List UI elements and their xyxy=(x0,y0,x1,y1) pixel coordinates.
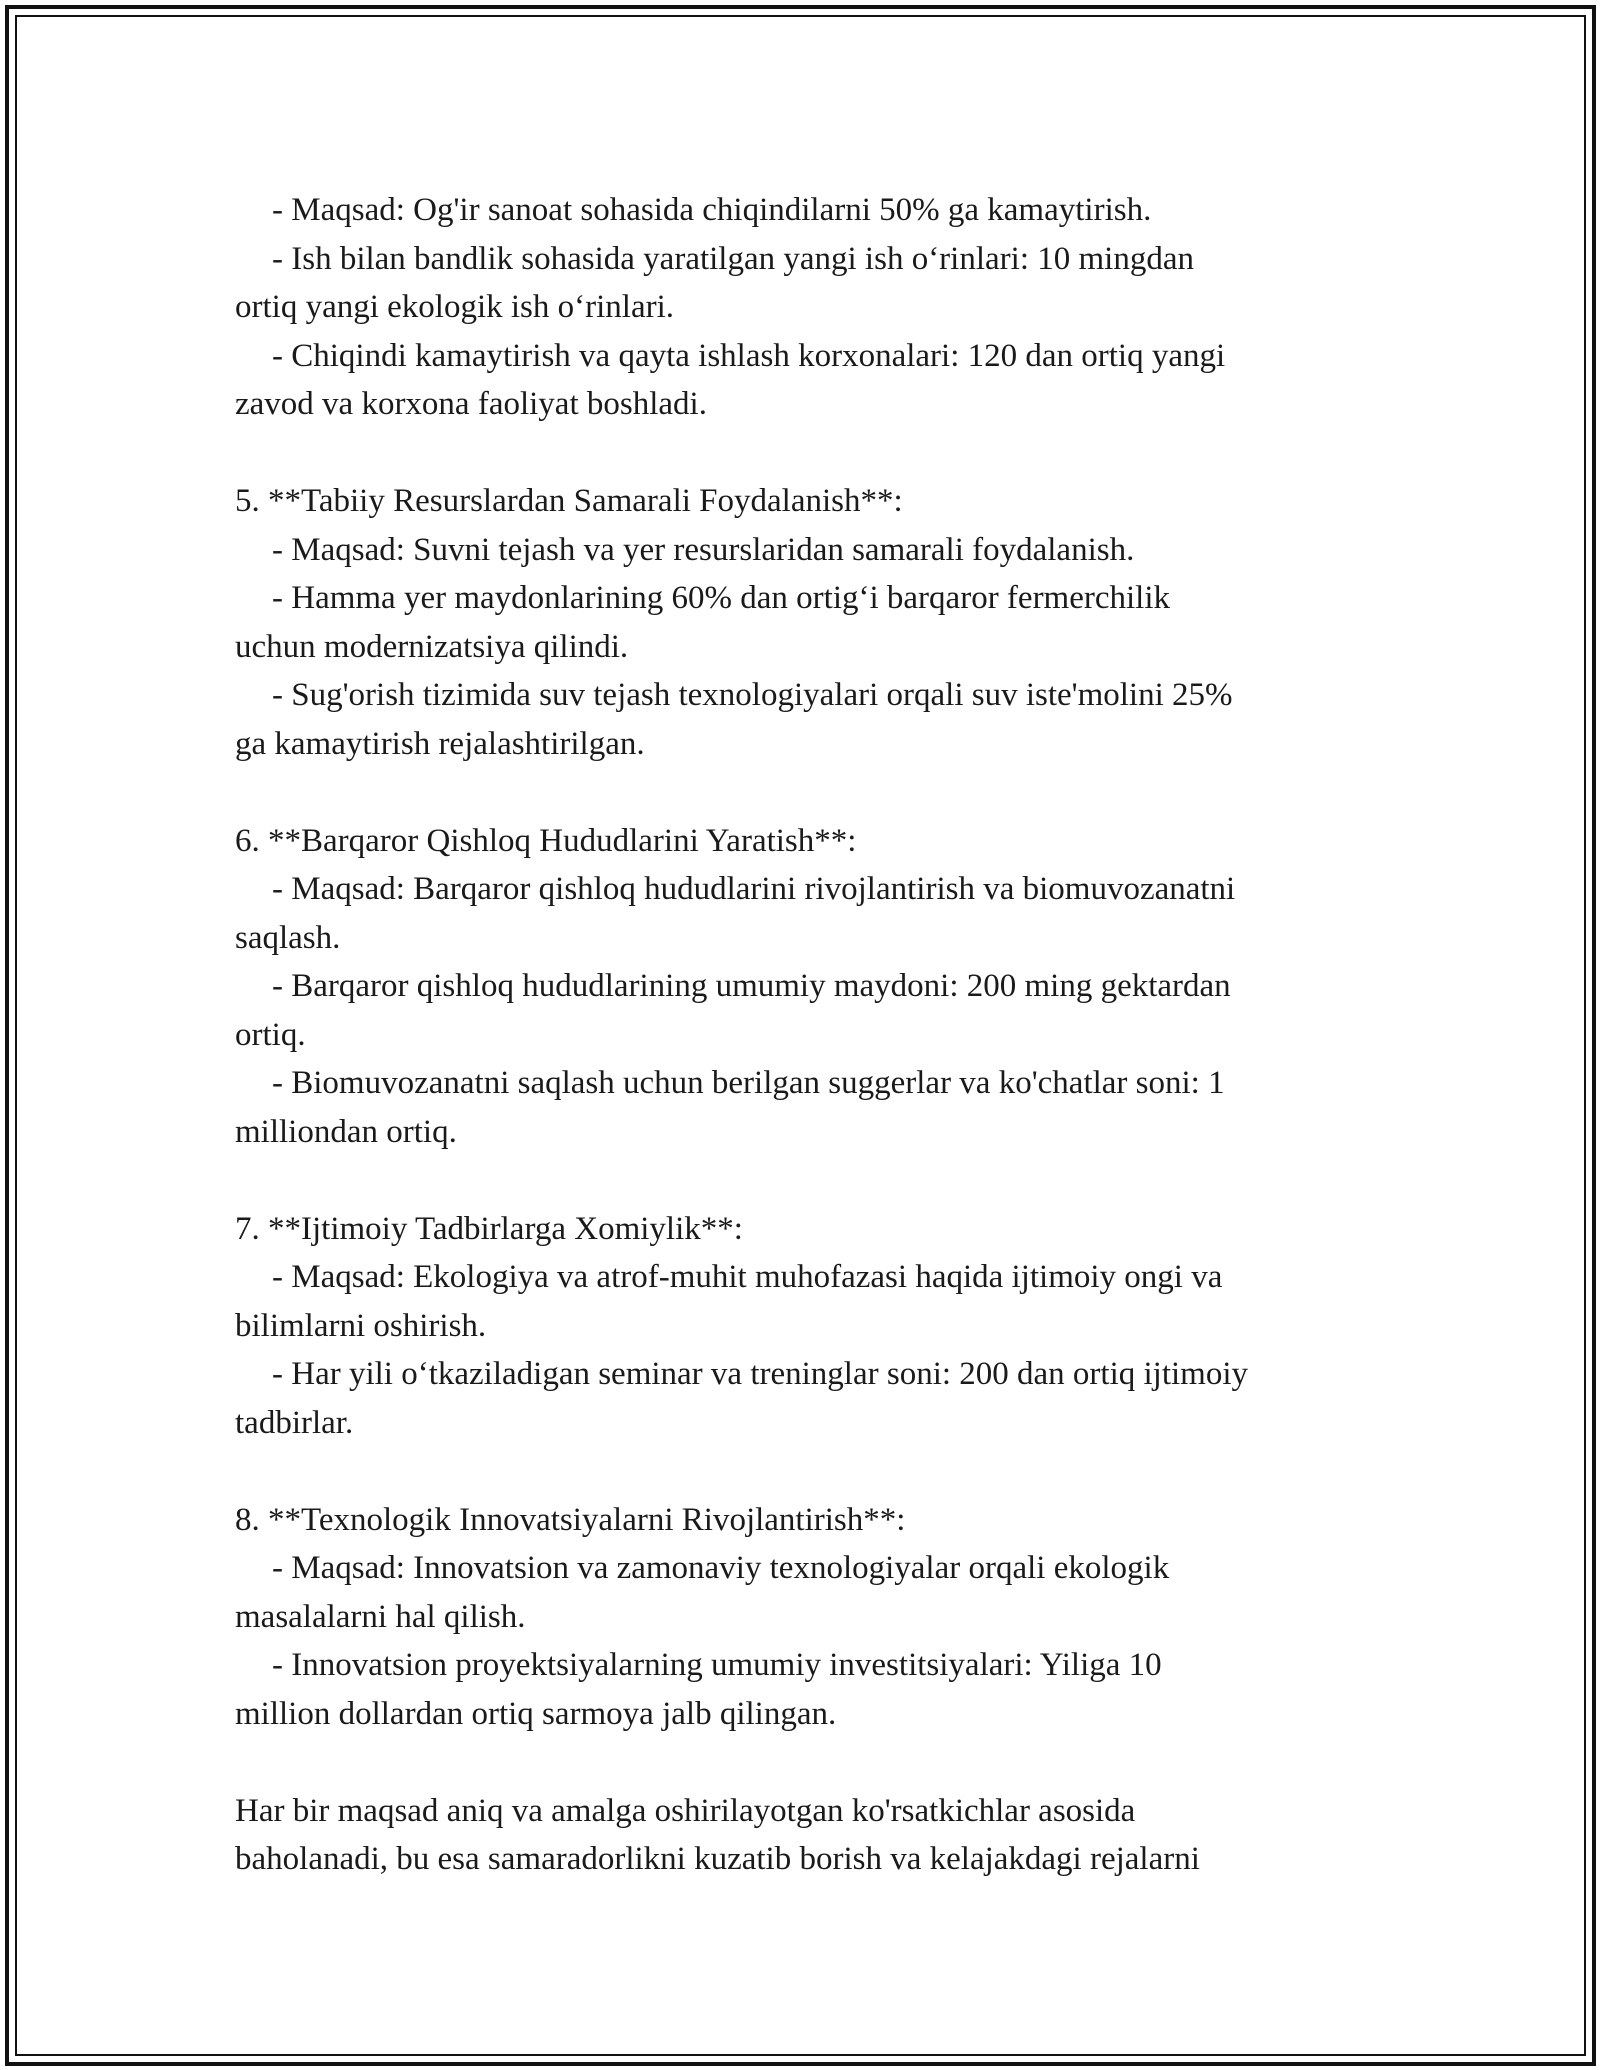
paragraph-gap xyxy=(235,768,1365,817)
bullet-line: - Sug'orish tizimida suv tejash texnologiyalari orqali suv iste'molini 25% xyxy=(272,677,1233,713)
continuation-line: milliondan ortiq. xyxy=(235,1113,457,1150)
bullet-line: - Maqsad: Ekologiya va atrof-muhit muhofazasi haqida ijtimoiy ongi va xyxy=(272,1259,1223,1295)
bullet-line: - Hamma yer maydonlarining 60% dan ortig‘i barqaror fermerchilik xyxy=(272,580,1171,616)
closing-paragraph-line: baholanadi, bu esa samaradorlikni kuzatib borish va kelajakdagi rejalarni xyxy=(235,1841,1200,1877)
bullet-line: - Maqsad: Barqaror qishloq hududlarini rivojlantirish va biomuvozanatni xyxy=(272,871,1236,907)
continuation-line: tadbirlar. xyxy=(235,1404,354,1441)
continuation-line: masalalarni hal qilish. xyxy=(235,1598,526,1635)
bullet-line: - Barqaror qishloq hududlarining umumiy maydoni: 200 ming gektardan xyxy=(272,968,1231,1004)
bullet-line: - Har yili o‘tkaziladigan seminar va treninglar soni: 200 dan ortiq ijtimoiy xyxy=(272,1356,1249,1392)
section-heading: 6. **Barqaror Qishloq Hududlarini Yaratish**: xyxy=(235,822,857,859)
continuation-line: uchun modernizatsiya qilindi. xyxy=(235,628,629,665)
continuation-line: million dollardan ortiq sarmoya jalb qilingan. xyxy=(235,1695,837,1732)
paragraph-gap xyxy=(235,1156,1365,1205)
paragraph-gap xyxy=(235,1447,1365,1496)
continuation-line: zavod va korxona faoliyat boshladi. xyxy=(235,386,707,422)
section-heading: 7. **Ijtimoiy Tadbirlarga Xomiylik**: xyxy=(235,1210,743,1247)
bullet-line: - Maqsad: Innovatsion va zamonaviy texnologiyalar orqali ekologik xyxy=(272,1550,1170,1586)
bullet-line: - Maqsad: Og'ir sanoat sohasida chiqindilarni 50% ga kamaytirish. xyxy=(272,192,1152,228)
paragraph-gap xyxy=(235,429,1365,478)
paragraph-gap xyxy=(235,1738,1365,1787)
continuation-line: saqlash. xyxy=(235,919,341,956)
document-body xyxy=(235,186,1365,1884)
continuation-line: ortiq yangi ekologik ish o‘rinlari. xyxy=(235,289,675,325)
continuation-line: bilimlarni oshirish. xyxy=(235,1307,487,1344)
section-heading: 8. **Texnologik Innovatsiyalarni Rivojlantirish**: xyxy=(235,1501,906,1538)
section-heading: 5. **Tabiiy Resurslardan Samarali Foydalanish**: xyxy=(235,483,903,519)
bullet-line: - Innovatsion proyektsiyalarning umumiy investitsiyalari: Yiliga 10 xyxy=(272,1647,1162,1683)
bullet-line: - Maqsad: Suvni tejash va yer resurslaridan samarali foydalanish. xyxy=(272,531,1135,568)
continuation-line: ortiq. xyxy=(235,1016,306,1053)
bullet-line: - Biomuvozanatni saqlash uchun berilgan suggerlar va ko'chatlar soni: 1 xyxy=(272,1065,1225,1101)
bullet-line: - Ish bilan bandlik sohasida yaratilgan yangi ish o‘rinlari: 10 mingdan xyxy=(272,240,1194,277)
bullet-line: - Chiqindi kamaytirish va qayta ishlash korxonalari: 120 dan ortiq yangi xyxy=(272,337,1226,374)
closing-paragraph-line: Har bir maqsad aniq va amalga oshirilayotgan ko'rsatkichlar asosida xyxy=(235,1792,1136,1829)
continuation-line: ga kamaytirish rejalashtirilgan. xyxy=(235,725,645,762)
